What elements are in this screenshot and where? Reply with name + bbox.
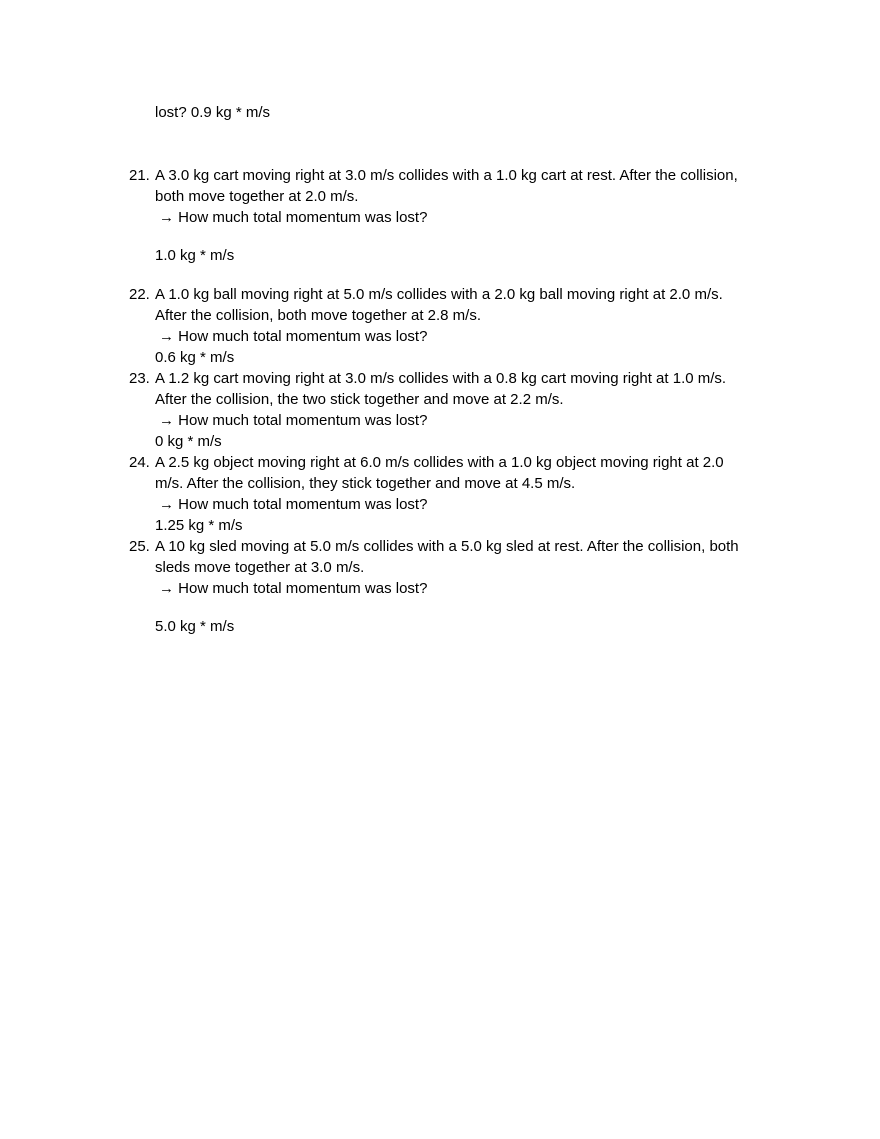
question-25 [129,536,789,637]
question-number: 24. [129,454,150,471]
question-line: A 3.0 kg cart moving right at 3.0 m/s collides with a 1.0 kg cart at rest. After the collision, [155,167,738,184]
question-line: A 1.0 kg ball moving right at 5.0 m/s collides with a 2.0 kg ball moving right at 2.0 m/s. [155,286,723,303]
continuation-text [155,102,795,123]
question-24 [129,452,789,536]
question-prompt: → How much total momentum was lost? [159,580,428,597]
question-prompt: → How much total momentum was lost? [159,496,428,513]
question-23 [129,368,789,452]
question-line: A 10 kg sled moving at 5.0 m/s collides with a 5.0 kg sled at rest. After the collision, both [155,538,739,555]
question-22 [129,284,789,368]
question-prompt: → How much total momentum was lost? [159,412,428,429]
question-line: m/s. After the collision, they stick together and move at 4.5 m/s. [155,475,576,492]
question-line: After the collision, both move together at 2.8 m/s. [155,307,482,324]
question-number: 22. [129,286,150,303]
question-prompt: → How much total momentum was lost? [159,328,428,345]
question-number: 21. [129,167,150,184]
continuation-line: lost? 0.9 kg * m/s [155,104,271,121]
question-line: A 1.2 kg cart moving right at 3.0 m/s collides with a 0.8 kg cart moving right at 1.0 m/s. [155,370,727,387]
question-line: both move together at 2.0 m/s. [155,188,359,205]
question-body [155,368,789,452]
question-number: 23. [129,370,150,387]
question-21 [129,165,789,266]
question-body [155,284,789,368]
question-body [155,165,789,266]
question-body [155,536,789,637]
question-answer: 5.0 kg * m/s [155,618,235,635]
question-number: 25. [129,538,150,555]
question-body [155,452,789,536]
question-line: A 2.5 kg object moving right at 6.0 m/s collides with a 1.0 kg object moving right at 2.0 [155,454,724,471]
question-prompt: → How much total momentum was lost? [159,209,428,226]
question-answer: 0 kg * m/s [155,433,222,450]
question-answer: 0.6 kg * m/s [155,349,235,366]
question-line: After the collision, the two stick together and move at 2.2 m/s. [155,391,564,408]
question-answer: 1.25 kg * m/s [155,517,243,534]
question-answer: 1.0 kg * m/s [155,247,235,264]
question-line: sleds move together at 3.0 m/s. [155,559,365,576]
